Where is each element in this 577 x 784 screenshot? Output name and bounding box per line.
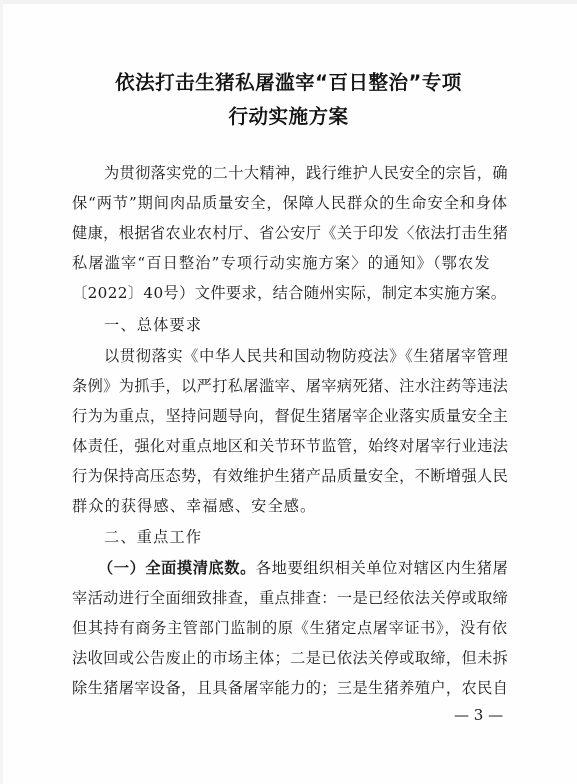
section-heading-general: 一、总体要求 — [104, 316, 203, 334]
intro-line-3: 健康，根据省农业农村厅、省公安厅《关于印发〈依法打击生猪 — [72, 224, 509, 242]
section1-line-1: 以贯彻落实《中华人民共和国动物防疫法》《生猪屠宰管理 — [104, 347, 509, 365]
document-title-line-2: 行动实施方案 — [228, 105, 349, 128]
item1-first-line — [98, 557, 508, 578]
intro-line-4: 私屠滥宰“百日整治”专项行动实施方案〉的通知》（鄂农发 — [72, 254, 491, 272]
page-number: — 3 — — [454, 706, 504, 724]
item1-first-line-rest: 各地要组织相关单位对辖区内生猪屠 — [255, 559, 509, 577]
intro-line-5: 〔2022〕40号）文件要求，结合随州实际，制定本实施方案。 — [72, 284, 507, 302]
item1-label: （一）全面摸清底数。 — [98, 559, 256, 577]
intro-line-2: 保“两节”期间肉品质量安全，保障人民群众的生命安全和身体 — [72, 194, 509, 212]
section1-line-3: 行为为重点，坚持问题导向，督促生猪屠宰企业落实质量安全主 — [72, 407, 509, 425]
item1-line-5: 除生猪屠宰设备，且具备屠宰能力的；三是生猪养殖户，农民自 — [72, 679, 509, 697]
intro-line-1: 为贯彻落实党的二十大精神，践行维护人民安全的宗旨，确 — [104, 164, 508, 182]
section1-line-5: 行为保持高压态势，有效维护生猪产品质量安全，不断增强人民 — [72, 467, 509, 485]
item1-line-4: 法收回或公告废止的市场主体；二是已依法关停或取缔，但未拆 — [72, 649, 509, 667]
section1-line-4: 体责任，强化对重点地区和关节环节监管，始终对屠宰行业违法 — [72, 437, 509, 455]
item1-line-2: 宰活动进行全面细致排查，重点排查：一是已经依法关停或取缔 — [72, 589, 509, 607]
section1-line-2: 条例》为抓手，以严打私屠滥宰、屠宰病死猪、注水注药等违法 — [72, 377, 509, 395]
section1-line-6: 群众的获得感、幸福感、安全感。 — [72, 497, 317, 515]
section-heading-key-work: 二、重点工作 — [104, 528, 203, 546]
document-title-line-1: 依法打击生猪私屠滥宰“百日整治”专项 — [115, 71, 462, 94]
scan-top-edge — [0, 0, 577, 4]
item1-line-3: 但其持有商务主管部门监制的原《生猪定点屠宰证书》，没有依 — [72, 619, 508, 637]
